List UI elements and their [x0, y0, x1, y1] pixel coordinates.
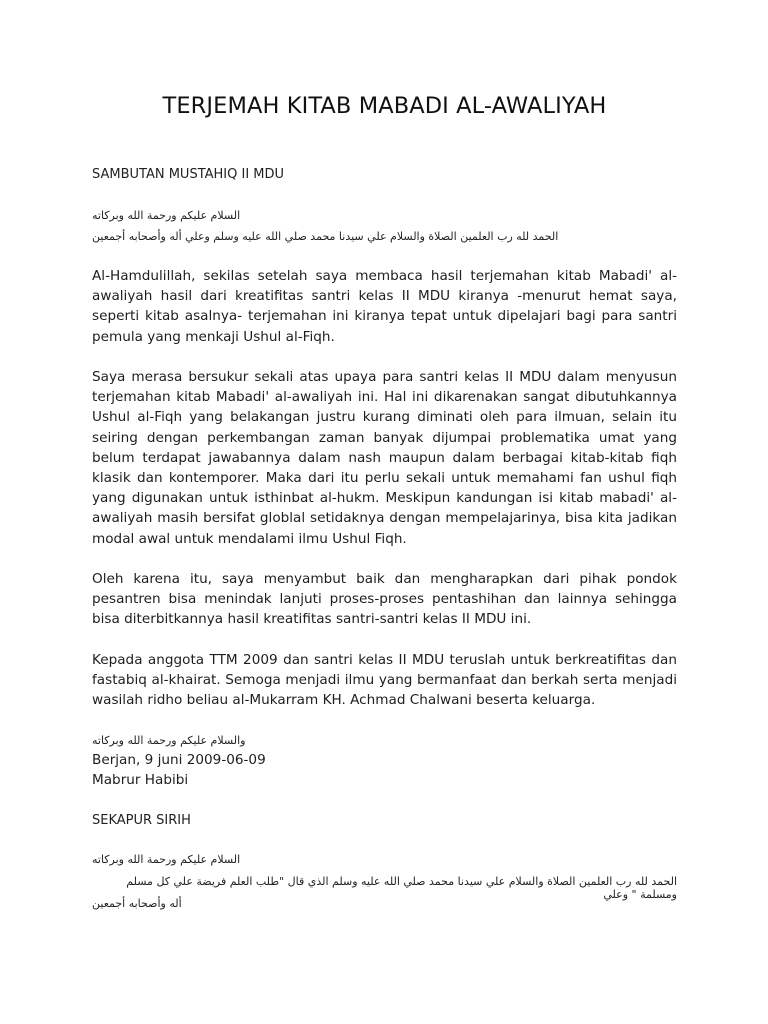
arabic-closing-salam: والسلام عليكم ورحمة الله وبركاته [92, 734, 246, 747]
paragraph-3: Oleh karena itu, saya menyambut baik dan mengharapkan dari pihak pondok pesantren bisa menindak lanjuti proses-proses pentashihan dan lainnya sehingga bisa diterbitkannya hasil kreatifitas santri-santri kelas II MDU ini. [92, 571, 677, 628]
paragraph-2: Saya merasa bersukur sekali atas upaya para santri kelas II MDU dalam menyusun terjemahan kitab Mabadi' al-awaliyah ini. Hal ini dikarenakan sangat dibutuhkannya Ushul al-Fiqh yang belakangan justru kurang diminati oleh para ilmuan, selain itu seiring dengan perkembangan zaman banyak dijumpai problematika umat yang belum terdapat jawabannya dalam nash maupun dalam berbagai kitab-kitab fiqh klasik dan kontemporer. Maka dari itu perlu sekali untuk memahami fan ushul fiqh yang digunakan untuk isthinbat al-hukm. Meskipun kandungan isi kitab mabadi' al-awaliyah masih bersifat globlal setidaknya dengan mempelajarinya, bisa kita jadikan modal awal untuk mendalami ilmu Ushul Fiqh. [92, 369, 677, 547]
signatory: Mabrur Habibi [92, 772, 189, 788]
document-title: TERJEMAH KITAB MABADI AL-AWALIYAH [162, 93, 607, 119]
arabic-hamdalah-2-line2: أله وأصحابه أجمعين [92, 897, 182, 910]
place-date: Berjan, 9 juni 2009-06-09 [92, 752, 266, 768]
document-page [92, 0, 677, 1024]
paragraph-1: Al-Hamdulillah, sekilas setelah saya membaca hasil terjemahan kitab Mabadi' al-awaliyah hasil dari kreatifitas santri kelas II MDU kiranya -menurut hemat saya, seperti kitab asalnya- terjemahan ini kiranya tepat untuk dipelajari bagi para santri pemula yang menkaji Ushul al-Fiqh. [92, 268, 677, 345]
arabic-salam: السلام عليكم ورحمة الله وبركاته [92, 209, 241, 222]
section-heading-sambutan: SAMBUTAN MUSTAHIQ II MDU [92, 167, 285, 182]
arabic-hamdalah: الحمد لله رب العلمين الصلاة والسلام علي سيدنا محمد صلي الله عليه وسلم وعلي أله وأصحابه أجمعين [92, 230, 559, 243]
paragraph-4: Kepada anggota TTM 2009 dan santri kelas II MDU teruslah untuk berkreatifitas dan fastabiq al-khairat. Semoga menjadi ilmu yang bermanfaat dan berkah serta menjadi wasilah ridho beliau al-Mukarram KH. Achmad Chalwani beserta keluarga. [92, 652, 677, 709]
arabic-hamdalah-2-line1: الحمد لله رب العلمين الصلاة والسلام علي سيدنا محمد صلي الله عليه وسلم الذي قال "طلب العلم فريضة علي كل مسلم ومسلمة " وعلي [126, 875, 677, 901]
arabic-salam-2: السلام عليكم ورحمة الله وبركاته [92, 853, 241, 866]
section-heading-sekapur-sirih: SEKAPUR SIRIH [92, 813, 191, 828]
